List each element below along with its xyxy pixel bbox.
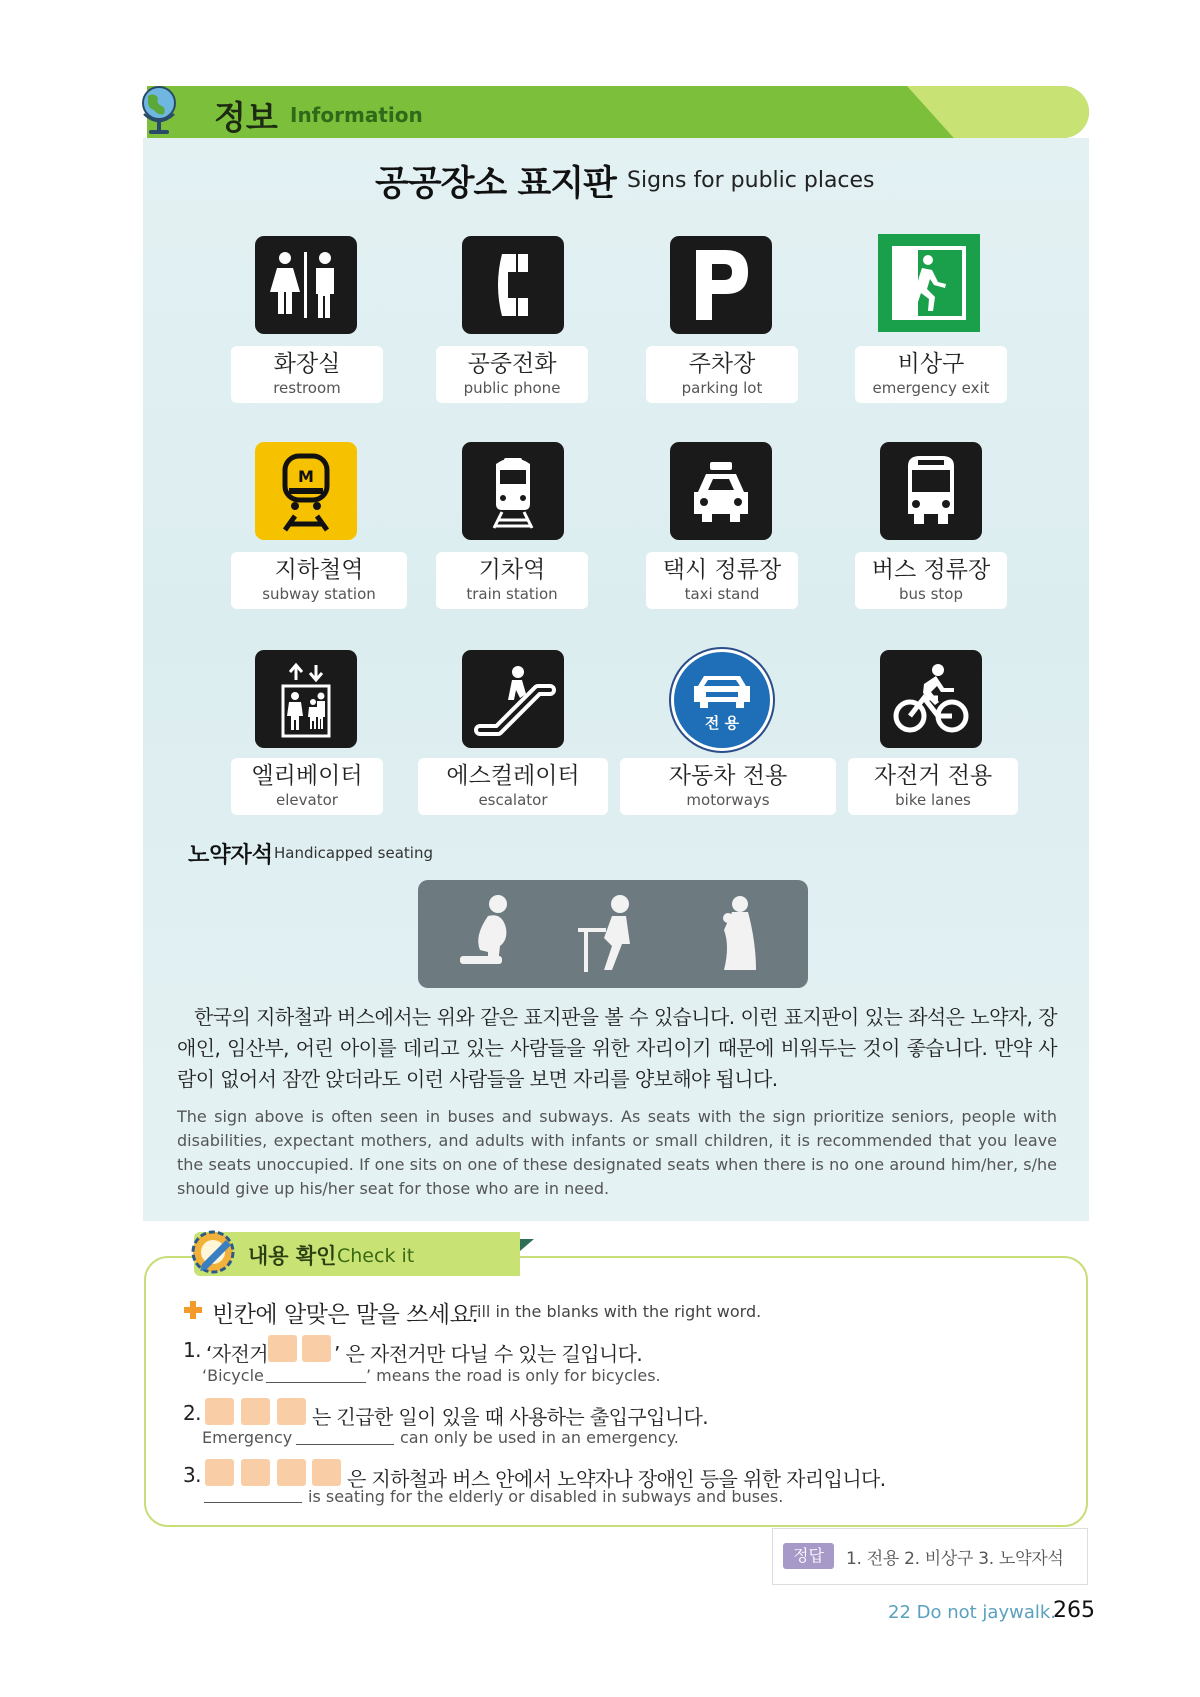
sign-label-ko: 자전거 전용 xyxy=(873,763,993,789)
sign-card-motorway xyxy=(620,758,836,815)
question-2-number: 2. xyxy=(183,1401,201,1425)
sign-label-en: emergency exit xyxy=(872,379,990,397)
sign-card-escalator xyxy=(418,758,608,815)
sign-label-ko: 비상구 xyxy=(897,351,965,377)
public-phone-icon xyxy=(462,236,564,334)
sign-card-restroom xyxy=(231,346,383,403)
motorway-icon-text: 전 용 xyxy=(704,714,740,732)
answer-blank[interactable] xyxy=(302,1335,331,1362)
answer-blank[interactable] xyxy=(241,1459,270,1486)
answer-blank[interactable] xyxy=(205,1398,234,1425)
bus-icon xyxy=(880,442,982,540)
sign-label-en: restroom xyxy=(273,379,341,397)
question-2-en-after: can only be used in an emergency. xyxy=(400,1428,679,1447)
sign-label-ko: 택시 정류장 xyxy=(662,557,782,583)
sign-card-parking xyxy=(646,346,798,403)
check-it-tab-tip xyxy=(520,1239,534,1251)
instruction-ko: 빈칸에 알맞은 말을 쓰세요. xyxy=(212,1302,479,1328)
sign-card-elevator xyxy=(231,758,383,815)
globe-icon xyxy=(138,84,180,138)
answer-blank[interactable] xyxy=(268,1335,297,1362)
restroom-icon xyxy=(255,236,357,334)
header-title-en: Information xyxy=(290,103,423,127)
sign-card-taxi xyxy=(646,552,798,609)
sign-label-ko: 공중전화 xyxy=(467,351,557,377)
escalator-icon xyxy=(462,650,564,748)
answer-blank[interactable] xyxy=(312,1459,341,1486)
answer-blank[interactable] xyxy=(277,1398,306,1425)
section-title-en: Signs for public places xyxy=(627,168,875,193)
question-1-number: 1. xyxy=(183,1338,201,1362)
taxi-icon xyxy=(670,442,772,540)
answer-blank[interactable] xyxy=(277,1459,306,1486)
question-3-text-after: 은 지하철과 버스 안에서 노약자나 장애인 등을 위한 자리입니다. xyxy=(347,1467,886,1491)
sign-label-en: bus stop xyxy=(898,585,963,603)
answer-badge: 정답 xyxy=(783,1543,834,1569)
sign-label-ko: 버스 정류장 xyxy=(871,557,991,583)
sign-card-emergency-exit xyxy=(855,346,1007,403)
handicapped-title-en: Handicapped seating xyxy=(274,844,433,862)
paragraph-ko: 한국의 지하철과 버스에서는 위와 같은 표지판을 볼 수 있습니다. 이런 표지판이 있는 좌석은 노약자, 장애인, 임산부, 어린 아이를 데리고 있는 사람들을 위한 자리이기 때문에 비워두는 것이 좋습니다. 만약 사람이 없어서 잠깐 앉더라도 이런 사람들을 보면 자리를 양보해야 됩니다. xyxy=(177,1005,1057,1091)
page-number: 265 xyxy=(1053,1598,1095,1623)
sign-label-ko: 지하철역 xyxy=(274,557,364,583)
sign-label-ko: 자동차 전용 xyxy=(668,763,788,789)
sign-label-en: subway station xyxy=(262,585,376,603)
emergency-exit-icon xyxy=(878,234,980,332)
answer-underline xyxy=(204,1502,302,1503)
sign-label-en: parking lot xyxy=(681,379,763,397)
header-title-ko: 정보 xyxy=(214,98,278,137)
sign-card-public-phone xyxy=(436,346,588,403)
question-1-en-before: ‘Bicycle xyxy=(202,1366,264,1385)
question-2-text-after: 는 긴급한 일이 있을 때 사용하는 출입구입니다. xyxy=(312,1405,708,1429)
check-it-title-en: Check it xyxy=(337,1245,415,1267)
check-it-title-ko: 내용 확인 xyxy=(248,1244,337,1268)
gear-pencil-icon xyxy=(188,1226,238,1278)
sign-label-en: taxi stand xyxy=(684,585,760,603)
paragraph-en: The sign above is often seen in buses and subways. As seats with the sign prioritize seniors, people with disabilities, expectant mothers, and adults with infants or small children, it is recommended that you leave the seats unoccupied. If one sits on one of these designated seats when there is no one around him/her, s/he should give up his/her seat for those who are in need. xyxy=(177,1107,1057,1198)
sign-label-en: motorways xyxy=(686,791,770,809)
sign-card-bicycle xyxy=(848,758,1018,815)
question-3-number: 3. xyxy=(183,1463,201,1487)
sign-card-train xyxy=(436,552,588,609)
answer-underline xyxy=(266,1382,366,1383)
sign-label-ko: 에스컬레이터 xyxy=(446,763,580,789)
sign-label-en: escalator xyxy=(478,791,548,809)
section-header-bar xyxy=(147,86,1089,138)
instruction-en: Fill in the blanks with the right word. xyxy=(469,1302,762,1321)
elevator-icon xyxy=(255,650,357,748)
sign-label-en: train station xyxy=(466,585,558,603)
bicycle-icon xyxy=(880,650,982,748)
question-1-text-before: ‘자전거 xyxy=(206,1342,268,1366)
handicapped-title-ko: 노약자석 xyxy=(188,843,274,868)
subway-icon xyxy=(255,442,357,540)
sign-label-en: elevator xyxy=(276,791,338,809)
sign-card-subway xyxy=(231,552,407,609)
sign-label-en: public phone xyxy=(463,379,561,397)
sign-card-bus xyxy=(855,552,1007,609)
sign-label-ko: 엘리베이터 xyxy=(251,763,363,789)
plus-icon xyxy=(183,1300,203,1320)
train-icon xyxy=(462,442,564,540)
answer-blank[interactable] xyxy=(205,1459,234,1486)
answer-underline xyxy=(296,1444,394,1445)
priority-seating-sign xyxy=(418,880,808,988)
motorway-icon xyxy=(668,646,776,754)
sign-label-ko: 화장실 xyxy=(273,351,341,377)
question-3-en-after: is seating for the elderly or disabled in subways and buses. xyxy=(308,1487,784,1506)
section-title-ko: 공공장소 표지판 xyxy=(375,164,616,204)
question-1-en-after: ’ means the road is only for bicycles. xyxy=(366,1366,661,1385)
parking-icon xyxy=(670,236,772,334)
question-2-en-before: Emergency xyxy=(202,1428,293,1447)
footer-chapter-title: 22 Do not jaywalk. xyxy=(888,1602,1057,1623)
answer-blank[interactable] xyxy=(241,1398,270,1425)
sign-label-ko: 주차장 xyxy=(688,351,756,377)
svg-text:M: M xyxy=(298,467,314,486)
question-1-text-after: ’ 은 자전거만 다닐 수 있는 길입니다. xyxy=(334,1342,643,1366)
answer-text: 1. 전용 2. 비상구 3. 노약자석 xyxy=(846,1549,1064,1569)
sign-label-ko: 기차역 xyxy=(478,557,546,583)
sign-label-en: bike lanes xyxy=(895,791,971,809)
